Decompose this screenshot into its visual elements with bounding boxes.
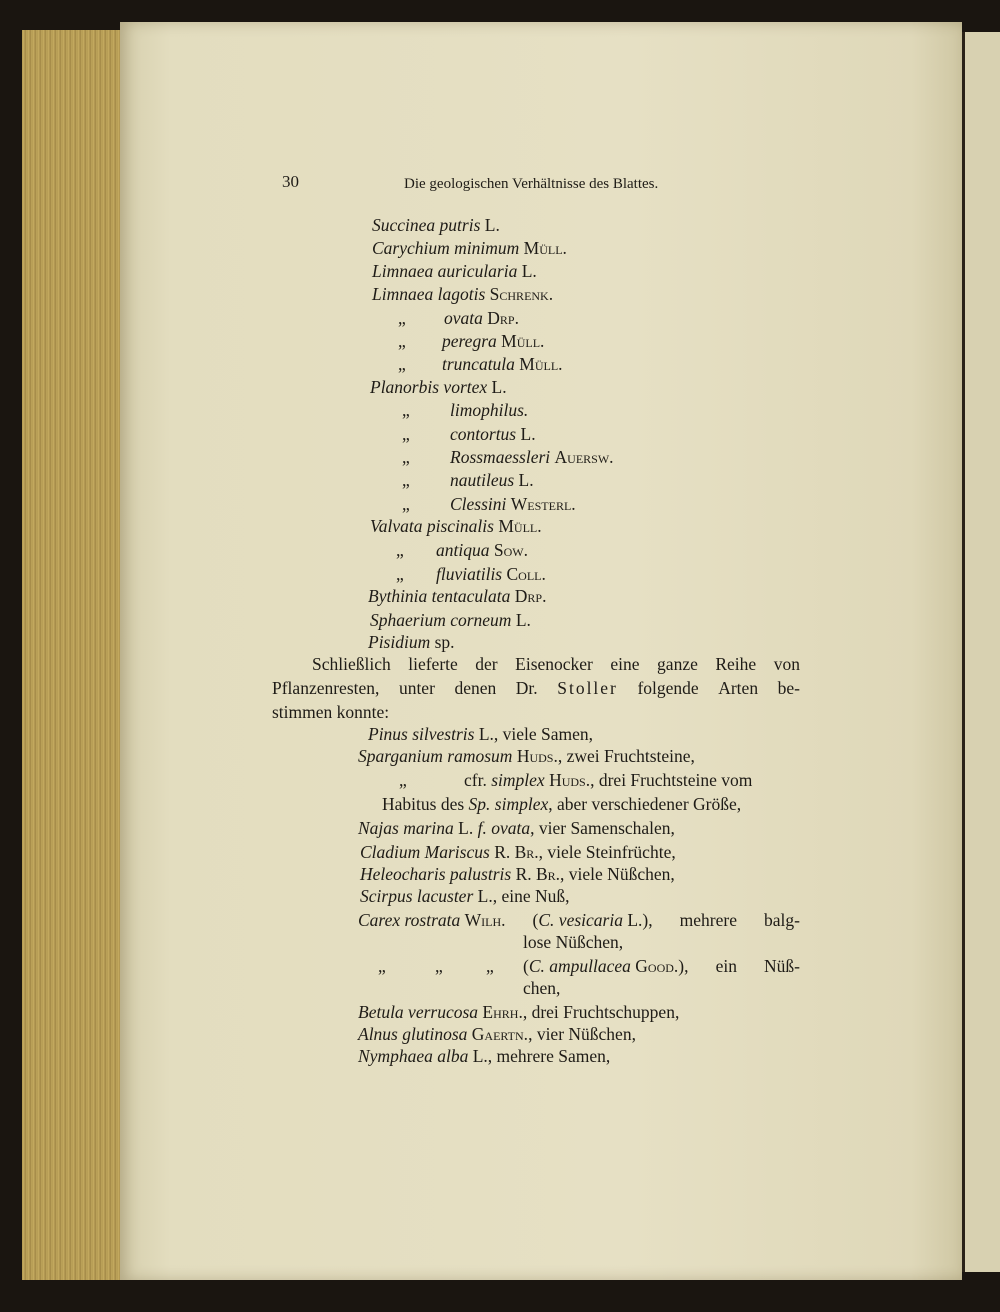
- plant-entry: Pinus silvestris L., viele Samen,: [368, 724, 594, 744]
- species-entry: Clessini Westerl.: [450, 494, 576, 514]
- plant-entry: Cladium Mariscus R. Br., viele Steinfrüchte,: [360, 842, 676, 862]
- word: lieferte: [408, 654, 458, 674]
- ditto-mark: „: [402, 447, 410, 467]
- word: folgende: [637, 678, 699, 698]
- ditto-mark: „: [486, 956, 494, 976]
- species-entry: Succinea putris L.: [372, 215, 500, 235]
- plant-entry: Nymphaea alba L., mehrere Samen,: [358, 1046, 611, 1066]
- species-entry: Planorbis vortex L.: [370, 377, 507, 397]
- running-header: Die geologischen Verhältnisse des Blattes.: [404, 176, 659, 192]
- species-entry: truncatula Müll.: [442, 354, 563, 374]
- species-entry: nautileus L.: [450, 470, 534, 490]
- paragraph-line-2: [272, 678, 800, 698]
- ditto-mark: „: [396, 540, 404, 560]
- species-entry: Rossmaessleri Auersw.: [450, 447, 614, 467]
- plant-entry: cfr. simplex Huds., drei Fruchtsteine vom: [464, 770, 753, 790]
- ditto-mark: „: [399, 770, 407, 790]
- plant-entry: Najas marina L. f. ovata, vier Samenschalen,: [358, 818, 675, 838]
- plant-entry: Sparganium ramosum Huds., zwei Fruchtsteine,: [358, 746, 695, 766]
- ditto-mark: „: [402, 400, 410, 420]
- species-entry: Limnaea lagotis Schrenk.: [372, 284, 554, 304]
- species-entry: fluviatilis Coll.: [436, 564, 546, 584]
- word: der: [475, 654, 498, 674]
- word: von: [773, 654, 800, 674]
- person-name: Stoller: [557, 678, 618, 698]
- page-number: 30: [282, 172, 299, 191]
- species-entry: peregra Müll.: [442, 331, 545, 351]
- word: Arten: [718, 678, 759, 698]
- plant-entry: Scirpus lacuster L., eine Nuß,: [360, 886, 570, 906]
- plant-entry: (C. ampullacea Good.), ein Nüß-: [523, 956, 800, 976]
- ditto-mark: „: [435, 956, 443, 976]
- species-entry: Valvata piscinalis Müll.: [370, 516, 542, 536]
- plant-entry: Alnus glutinosa Gaertn., vier Nüßchen,: [358, 1024, 636, 1044]
- ditto-mark: „: [396, 564, 404, 584]
- species-entry: ovata Drp.: [444, 308, 519, 328]
- ditto-mark: „: [402, 470, 410, 490]
- book-page-edges: [22, 30, 132, 1280]
- species-entry: Carychium minimum Müll.: [372, 238, 567, 258]
- word: Pflanzenresten,: [272, 678, 380, 698]
- word: Dr.: [515, 678, 538, 698]
- plant-entry: Heleocharis palustris R. Br., viele Nüßchen,: [360, 864, 675, 884]
- book-page: [120, 22, 962, 1280]
- plant-entry-continuation: lose Nüßchen,: [523, 932, 624, 952]
- word: be-: [777, 678, 800, 698]
- ditto-mark: „: [402, 424, 410, 444]
- paragraph-line-1: [312, 654, 800, 674]
- plant-entry: Carex rostrata Wilh. (C. vesicaria L.), mehrere balg-: [358, 910, 800, 930]
- word: Reihe: [715, 654, 757, 674]
- plant-entry: Betula verrucosa Ehrh., drei Fruchtschuppen,: [358, 1002, 680, 1022]
- ditto-mark: „: [398, 331, 406, 351]
- word: eine: [610, 654, 640, 674]
- ditto-mark: „: [378, 956, 386, 976]
- word: ganze: [657, 654, 698, 674]
- species-entry: Pisidium sp.: [368, 632, 455, 652]
- species-entry: limophilus.: [450, 400, 529, 420]
- ditto-mark: „: [398, 308, 406, 328]
- paragraph-line-3: stimmen konnte:: [272, 702, 390, 722]
- word: denen: [454, 678, 497, 698]
- ditto-mark: „: [398, 354, 406, 374]
- word: Eisenocker: [515, 654, 593, 674]
- ditto-mark: „: [402, 494, 410, 514]
- plant-entry-continuation: chen,: [523, 978, 561, 998]
- next-page-sliver: [962, 32, 1000, 1272]
- word: unter: [398, 678, 435, 698]
- species-entry: Limnaea auricularia L.: [372, 261, 537, 281]
- plant-entry-continuation: Habitus des Sp. simplex, aber verschiedener Größe,: [382, 794, 742, 814]
- word: Schließlich: [312, 654, 391, 674]
- species-entry: antiqua Sow.: [436, 540, 528, 560]
- species-entry: contortus L.: [450, 424, 536, 444]
- species-entry: Sphaerium corneum L.: [370, 610, 531, 630]
- species-entry: Bythinia tentaculata Drp.: [368, 586, 547, 606]
